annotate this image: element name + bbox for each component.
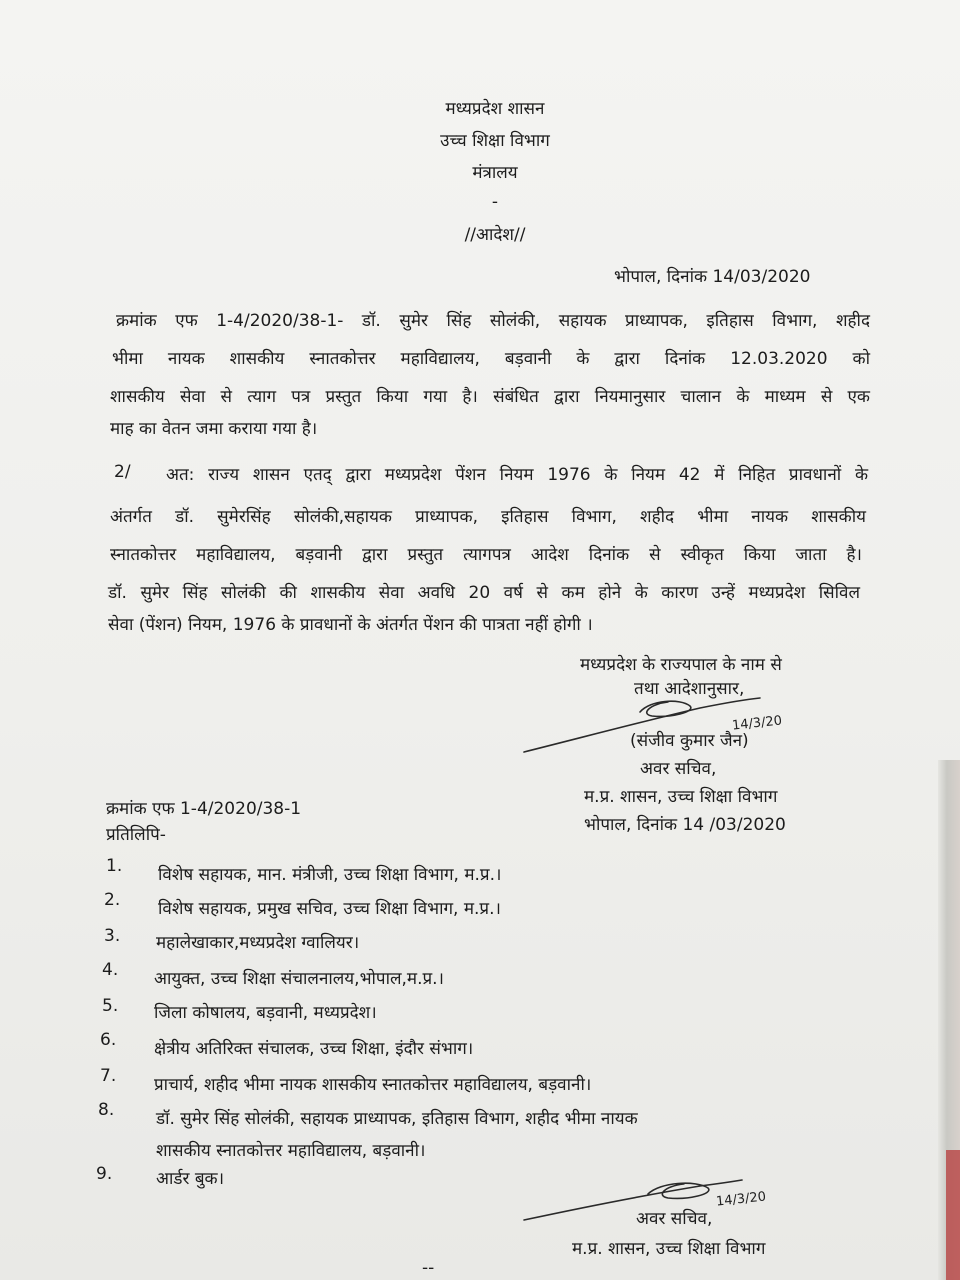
signatory-office-2: म.प्र. शासन, उच्च शिक्षा विभाग [572, 1239, 766, 1259]
copy-item-number: 5. [102, 996, 119, 1016]
copy-item-text-continued: शासकीय स्नातकोत्तर महाविद्यालय, बड़वानी। [156, 1141, 426, 1161]
para2-line-1: अत: राज्य शासन एतद् द्वारा मध्यप्रदेश पेंशन नियम 1976 के नियम 42 में निहित प्रावधानों के [166, 465, 868, 485]
signatory-name: (संजीव कुमार जैन) [630, 731, 749, 751]
para2-line-5: सेवा (पेंशन) नियम, 1976 के प्रावधानों के अंतर्गत पेंशन की पात्रता नहीं होगी । [108, 615, 593, 635]
header-department: उच्च शिक्षा विभाग [440, 131, 550, 151]
handwritten-date-1: 14/3/20 [731, 713, 783, 734]
copy-item-text: महालेखाकार,मध्यप्रदेश ग्वालियर। [156, 933, 360, 953]
para1-line-2: भीमा नायक शासकीय स्नातकोत्तर महाविद्यालय, बड़वानी के द्वारा दिनांक 12.03.2020 को [112, 349, 870, 369]
dateline: भोपाल, दिनांक 14/03/2020 [614, 267, 811, 287]
para1-line-1: क्रमांक एफ 1-4/2020/38-1- डॉ. सुमेर सिंह सोलंकी, सहायक प्राध्यापक, इतिहास विभाग, शहीद [116, 311, 870, 331]
signature-stroke-1 [524, 698, 760, 752]
copy-item-text: विशेष सहायक, प्रमुख सचिव, उच्च शिक्षा विभाग, म.प्र.। [158, 899, 501, 919]
signatory-designation-2: अवर सचिव, [636, 1209, 713, 1229]
copy-item-number: 6. [100, 1030, 117, 1050]
para2-line-2: अंतर्गत डॉ. सुमेरसिंह सोलंकी,सहायक प्राध्यापक, इतिहास विभाग, शहीद भीमा नायक शासकीय [110, 507, 866, 527]
signature-authority-line-2: तथा आदेशानुसार, [634, 679, 745, 699]
header-ministry: मंत्रालय [472, 163, 518, 183]
copy-item-number: 4. [102, 960, 119, 980]
copy-item-text: क्षेत्रीय अतिरिक्त संचालक, उच्च शिक्षा, इंदौर संभाग। [154, 1039, 474, 1059]
copy-item-text: डॉ. सुमेर सिंह सोलंकी, सहायक प्राध्यापक, इतिहास विभाग, शहीद भीमा नायक [156, 1109, 638, 1129]
copy-item-text: आर्डर बुक। [156, 1169, 225, 1189]
para1-line-4: माह का वेतन जमा कराया गया है। [110, 419, 318, 439]
signatory-office: म.प्र. शासन, उच्च शिक्षा विभाग [584, 787, 778, 807]
order-title: //आदेश// [464, 225, 526, 245]
header-government: मध्यप्रदेश शासन [445, 99, 545, 119]
copy-item-number: 8. [98, 1100, 115, 1120]
copy-reference: क्रमांक एफ 1-4/2020/38-1 [106, 799, 302, 819]
copy-item-text: विशेष सहायक, मान. मंत्रीजी, उच्च शिक्षा विभाग, म.प्र.। [158, 865, 502, 885]
copy-item-text: प्राचार्य, शहीद भीमा नायक शासकीय स्नातकोत्तर महाविद्यालय, बड़वानी। [154, 1075, 592, 1095]
copy-item-number: 9. [96, 1164, 113, 1184]
signature-date: भोपाल, दिनांक 14 /03/2020 [584, 815, 786, 835]
copy-item-text: जिला कोषालय, बड़वानी, मध्यप्रदेश। [154, 1003, 377, 1023]
para2-line-4: डॉ. सुमेर सिंह सोलंकी की शासकीय सेवा अवधि 20 वर्ष से कम होने के कारण उन्हें मध्यप्रदेश सिविल [108, 583, 860, 603]
signatory-designation: अवर सचिव, [640, 759, 717, 779]
copy-item-number: 3. [104, 926, 121, 946]
para2-number: 2/ [114, 462, 131, 482]
copy-item-number: 7. [100, 1066, 117, 1086]
para1-line-3: शासकीय सेवा से त्याग पत्र प्रस्तुत किया गया है। संबंधित द्वारा नियमानुसार चालान के माध्यम से एक [110, 387, 870, 407]
signature-loop-1 [640, 701, 691, 716]
para2-line-3: स्नातकोत्तर महाविद्यालय, बड़वानी द्वारा प्रस्तुत त्यागपत्र आदेश दिनांक से स्वीकृत किया जाता है। [110, 545, 862, 565]
header-dash: - [491, 192, 499, 212]
footer-mark: -- [422, 1258, 435, 1278]
copy-item-number: 1. [106, 856, 123, 876]
signature-stroke-2 [524, 1180, 742, 1220]
signature-authority-line-1: मध्यप्रदेश के राज्यपाल के नाम से [580, 655, 782, 675]
copy-heading: प्रतिलिपि- [106, 825, 166, 845]
handwritten-date-2: 14/3/20 [715, 1189, 767, 1210]
copy-item-text: आयुक्त, उच्च शिक्षा संचालनालय,भोपाल,म.प्र.। [154, 969, 445, 989]
copy-item-number: 2. [104, 890, 121, 910]
